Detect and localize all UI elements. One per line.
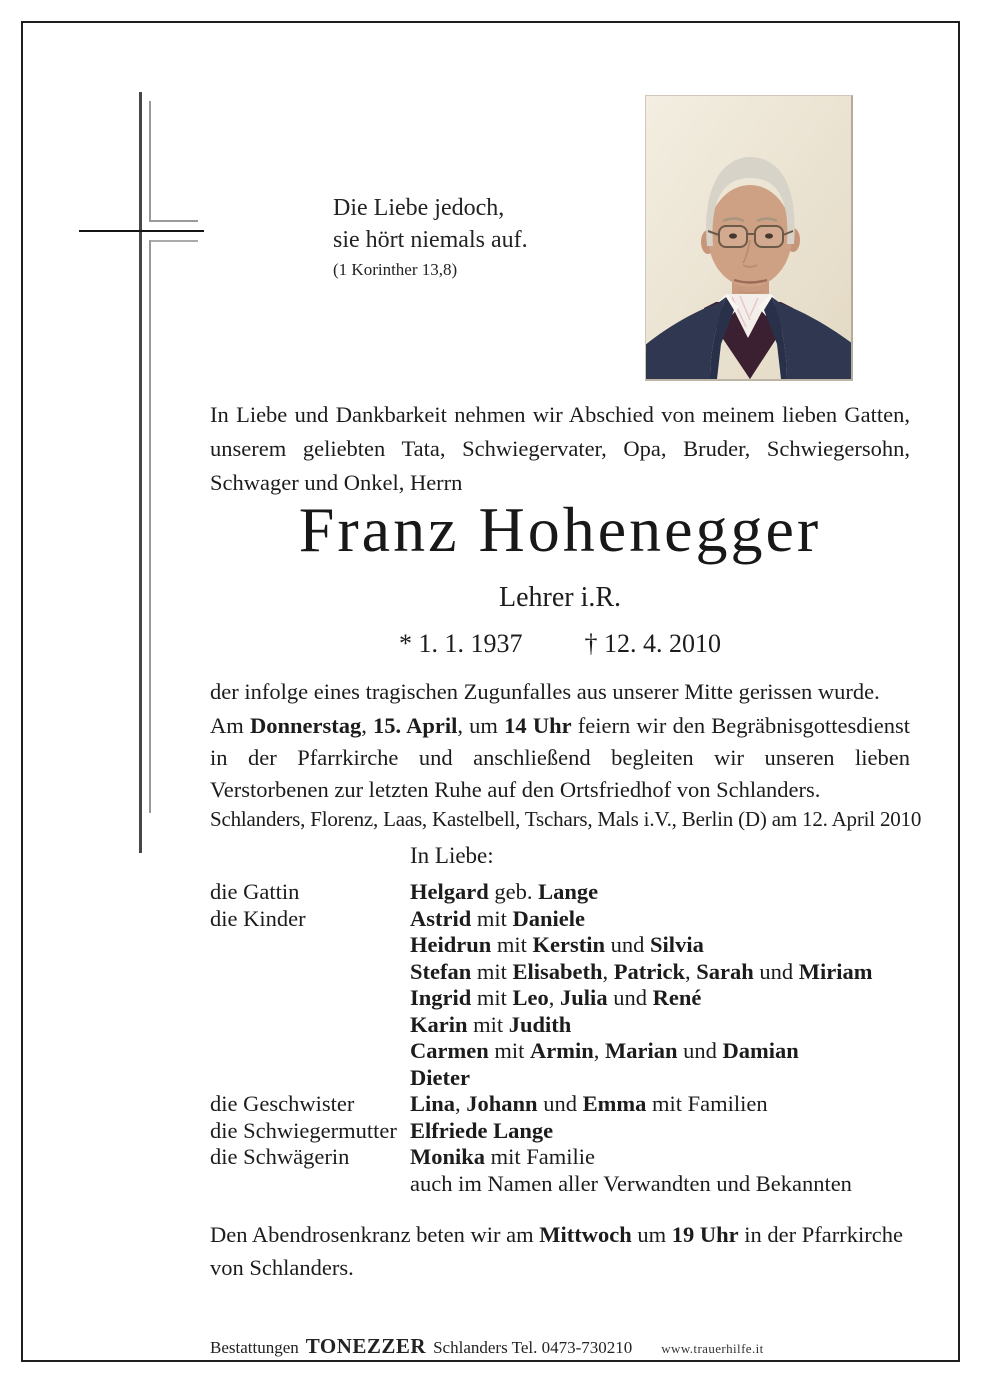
birth-date: * 1. 1. 1937 [399,629,523,658]
family-names [410,906,930,933]
family-member-name: Sarah [696,958,754,984]
footer-contact: Schlanders Tel. 0473-730210 [433,1338,633,1357]
family-member-name: Emma [582,1091,647,1116]
family-role-label: die Kinder [210,905,306,931]
family-member-name: Elfriede Lange [410,1117,554,1143]
funeral-announcement [210,710,910,806]
family-connector-text: , [548,985,561,1010]
plain-text: Den Abendrosenkranz beten wir am [210,1222,540,1247]
family-row [210,1171,930,1198]
family-names [410,1091,930,1118]
portrait-photo [645,95,853,381]
family-row [210,959,930,986]
family-role-label [210,1065,410,1092]
family-connector-text: geb. [488,879,539,904]
family-row [210,1065,930,1092]
family-names [410,959,930,986]
family-names [410,1171,930,1198]
family-row [210,932,930,959]
scripture-quote [333,192,528,282]
family-connector-text: und [607,985,653,1010]
family-names [410,1065,930,1092]
emphasized-text: 14 Uhr [504,713,572,738]
family-member-name: Astrid [410,905,472,931]
family-heading: In Liebe: [410,843,494,868]
family-connector-text: mit [467,1011,509,1037]
family-list [210,879,930,1197]
family-row [210,906,930,933]
family-connector-text: , [593,1038,605,1063]
family-member-name: Marian [605,1038,678,1063]
family-row [210,1038,930,1065]
cross-shadow-vertical-top [149,101,151,222]
quote-line-1: Die Liebe jedoch, [333,195,505,221]
family-role-label [210,1171,410,1198]
emphasized-text: 19 Uhr [671,1222,739,1247]
deceased-name: Franz Hohenegger [298,494,822,565]
family-member-name: Julia [560,985,608,1010]
family-connector-text: mit Familie [485,1144,596,1169]
family-role-label [210,985,410,1012]
family-member-name: Monika [410,1144,486,1169]
family-row [210,1118,930,1145]
family-member-name: Heidrun [410,932,492,957]
plain-text: , [361,713,374,738]
family-role-label [210,959,410,986]
emphasized-text: 15. April [373,713,458,738]
family-row [210,1144,930,1171]
emphasized-text: Mittwoch [539,1222,632,1247]
family-connector-text: , [685,958,697,984]
family-row [210,1091,930,1118]
footer-prefix: Bestattungen [210,1338,299,1357]
footer-brand: TONEZZER [305,1334,427,1358]
family-row [210,1012,930,1039]
family-connector-text: mit [471,958,513,984]
family-member-name: Johann [466,1091,538,1116]
family-row [210,985,930,1012]
family-role-label: die Gattin [210,879,300,904]
family-connector-text: , [602,958,614,984]
family-member-name: Miriam [798,958,873,984]
emphasized-text: Donnerstag [249,713,362,738]
family-names [410,1144,930,1171]
family-role-label: die Schwägerin [210,1144,350,1169]
rosary-announcement [210,1218,910,1284]
family-member-name: Armin [530,1038,594,1063]
family-connector-text: , [455,1091,467,1116]
family-names [410,1012,930,1039]
funeral-home-footer [210,1334,910,1359]
family-role-label: die Geschwister [210,1091,355,1116]
family-names [410,1118,930,1145]
plain-text: Am [210,713,250,738]
quote-source: (1 Korinther 13,8) [333,260,458,279]
deceased-role: Lehrer i.R. [498,582,622,613]
family-role-label [210,1038,410,1065]
family-connector-text: auch im Namen aller Verwandten und Bekannten [410,1170,852,1196]
family-role-label: die Schwiegermutter [210,1117,397,1143]
plain-text: feiern wir den Begräbnisgottesdienst in der Pfarrkirche und anschließend begleiten wir unseren lieben Verstorbenen zur letzten Ruhe auf den Ortsfriedhof von Schlanders. [210,713,911,802]
plain-text: um [631,1222,672,1247]
family-connector-text: mit [491,932,533,957]
portrait-illustration [646,96,851,379]
family-member-name: Patrick [613,958,686,984]
family-connector-text: mit [471,985,513,1010]
family-connector-text: und [537,1091,583,1116]
family-member-name: Lina [410,1091,456,1116]
family-member-name: Leo [512,985,549,1010]
cross-shadow-horizontal-bottom [149,240,198,242]
family-names [410,985,930,1012]
family-connector-text: mit [471,905,513,931]
quote-line-2: sie hört niemals auf. [333,227,528,253]
family-connector-text: und [753,958,799,984]
family-member-name: Karin [410,1011,468,1037]
family-member-name: Elisabeth [512,958,603,984]
family-names [410,932,930,959]
family-role-label [210,932,410,959]
place-dateline: Schlanders, Florenz, Laas, Kastelbell, Tschars, Mals i.V., Berlin (D) am 12. April 2010 [210,807,922,831]
footer-website: www.trauerhilfe.it [661,1341,764,1356]
family-names [410,879,930,906]
family-member-name: René [652,985,702,1010]
cross-shadow-horizontal-top [149,220,198,222]
family-names [410,1038,930,1065]
plain-text: , um [457,713,505,738]
death-date: † 12. 4. 2010 [584,629,721,658]
family-member-name: Judith [508,1011,572,1037]
family-role-label [210,1012,410,1039]
family-member-name: Helgard [410,879,489,904]
family-member-name: Silvia [650,932,704,957]
family-member-name: Kerstin [532,932,606,957]
family-member-name: Dieter [410,1064,470,1090]
plain-text: in der Pfarrkirche von Schlanders. [210,1222,903,1280]
family-member-name: Carmen [410,1038,489,1063]
family-row [210,879,930,906]
family-connector-text: mit [488,1038,530,1063]
family-connector-text: und [605,932,651,957]
cross-vertical-line [139,92,142,853]
cause-text: der infolge eines tragischen Zugunfalles aus unserer Mitte gerissen wurde. [210,679,880,704]
family-member-name: Lange [538,879,599,904]
cross-shadow-vertical-bottom [149,240,151,813]
family-member-name: Ingrid [410,985,472,1010]
cross-horizontal-line [79,230,204,232]
life-dates [210,628,910,660]
family-connector-text: mit Familien [646,1091,768,1116]
family-member-name: Stefan [410,958,472,984]
family-member-name: Daniele [512,905,586,931]
family-connector-text: und [677,1038,723,1063]
opening-text: In Liebe und Dankbarkeit nehmen wir Abschied von meinem lieben Gatten, unserem geliebten Tata, Schwiegervater, Opa, Bruder, Schwiegersohn, Schwager und Onkel, Herrn [210,402,910,495]
family-member-name: Damian [722,1038,799,1063]
